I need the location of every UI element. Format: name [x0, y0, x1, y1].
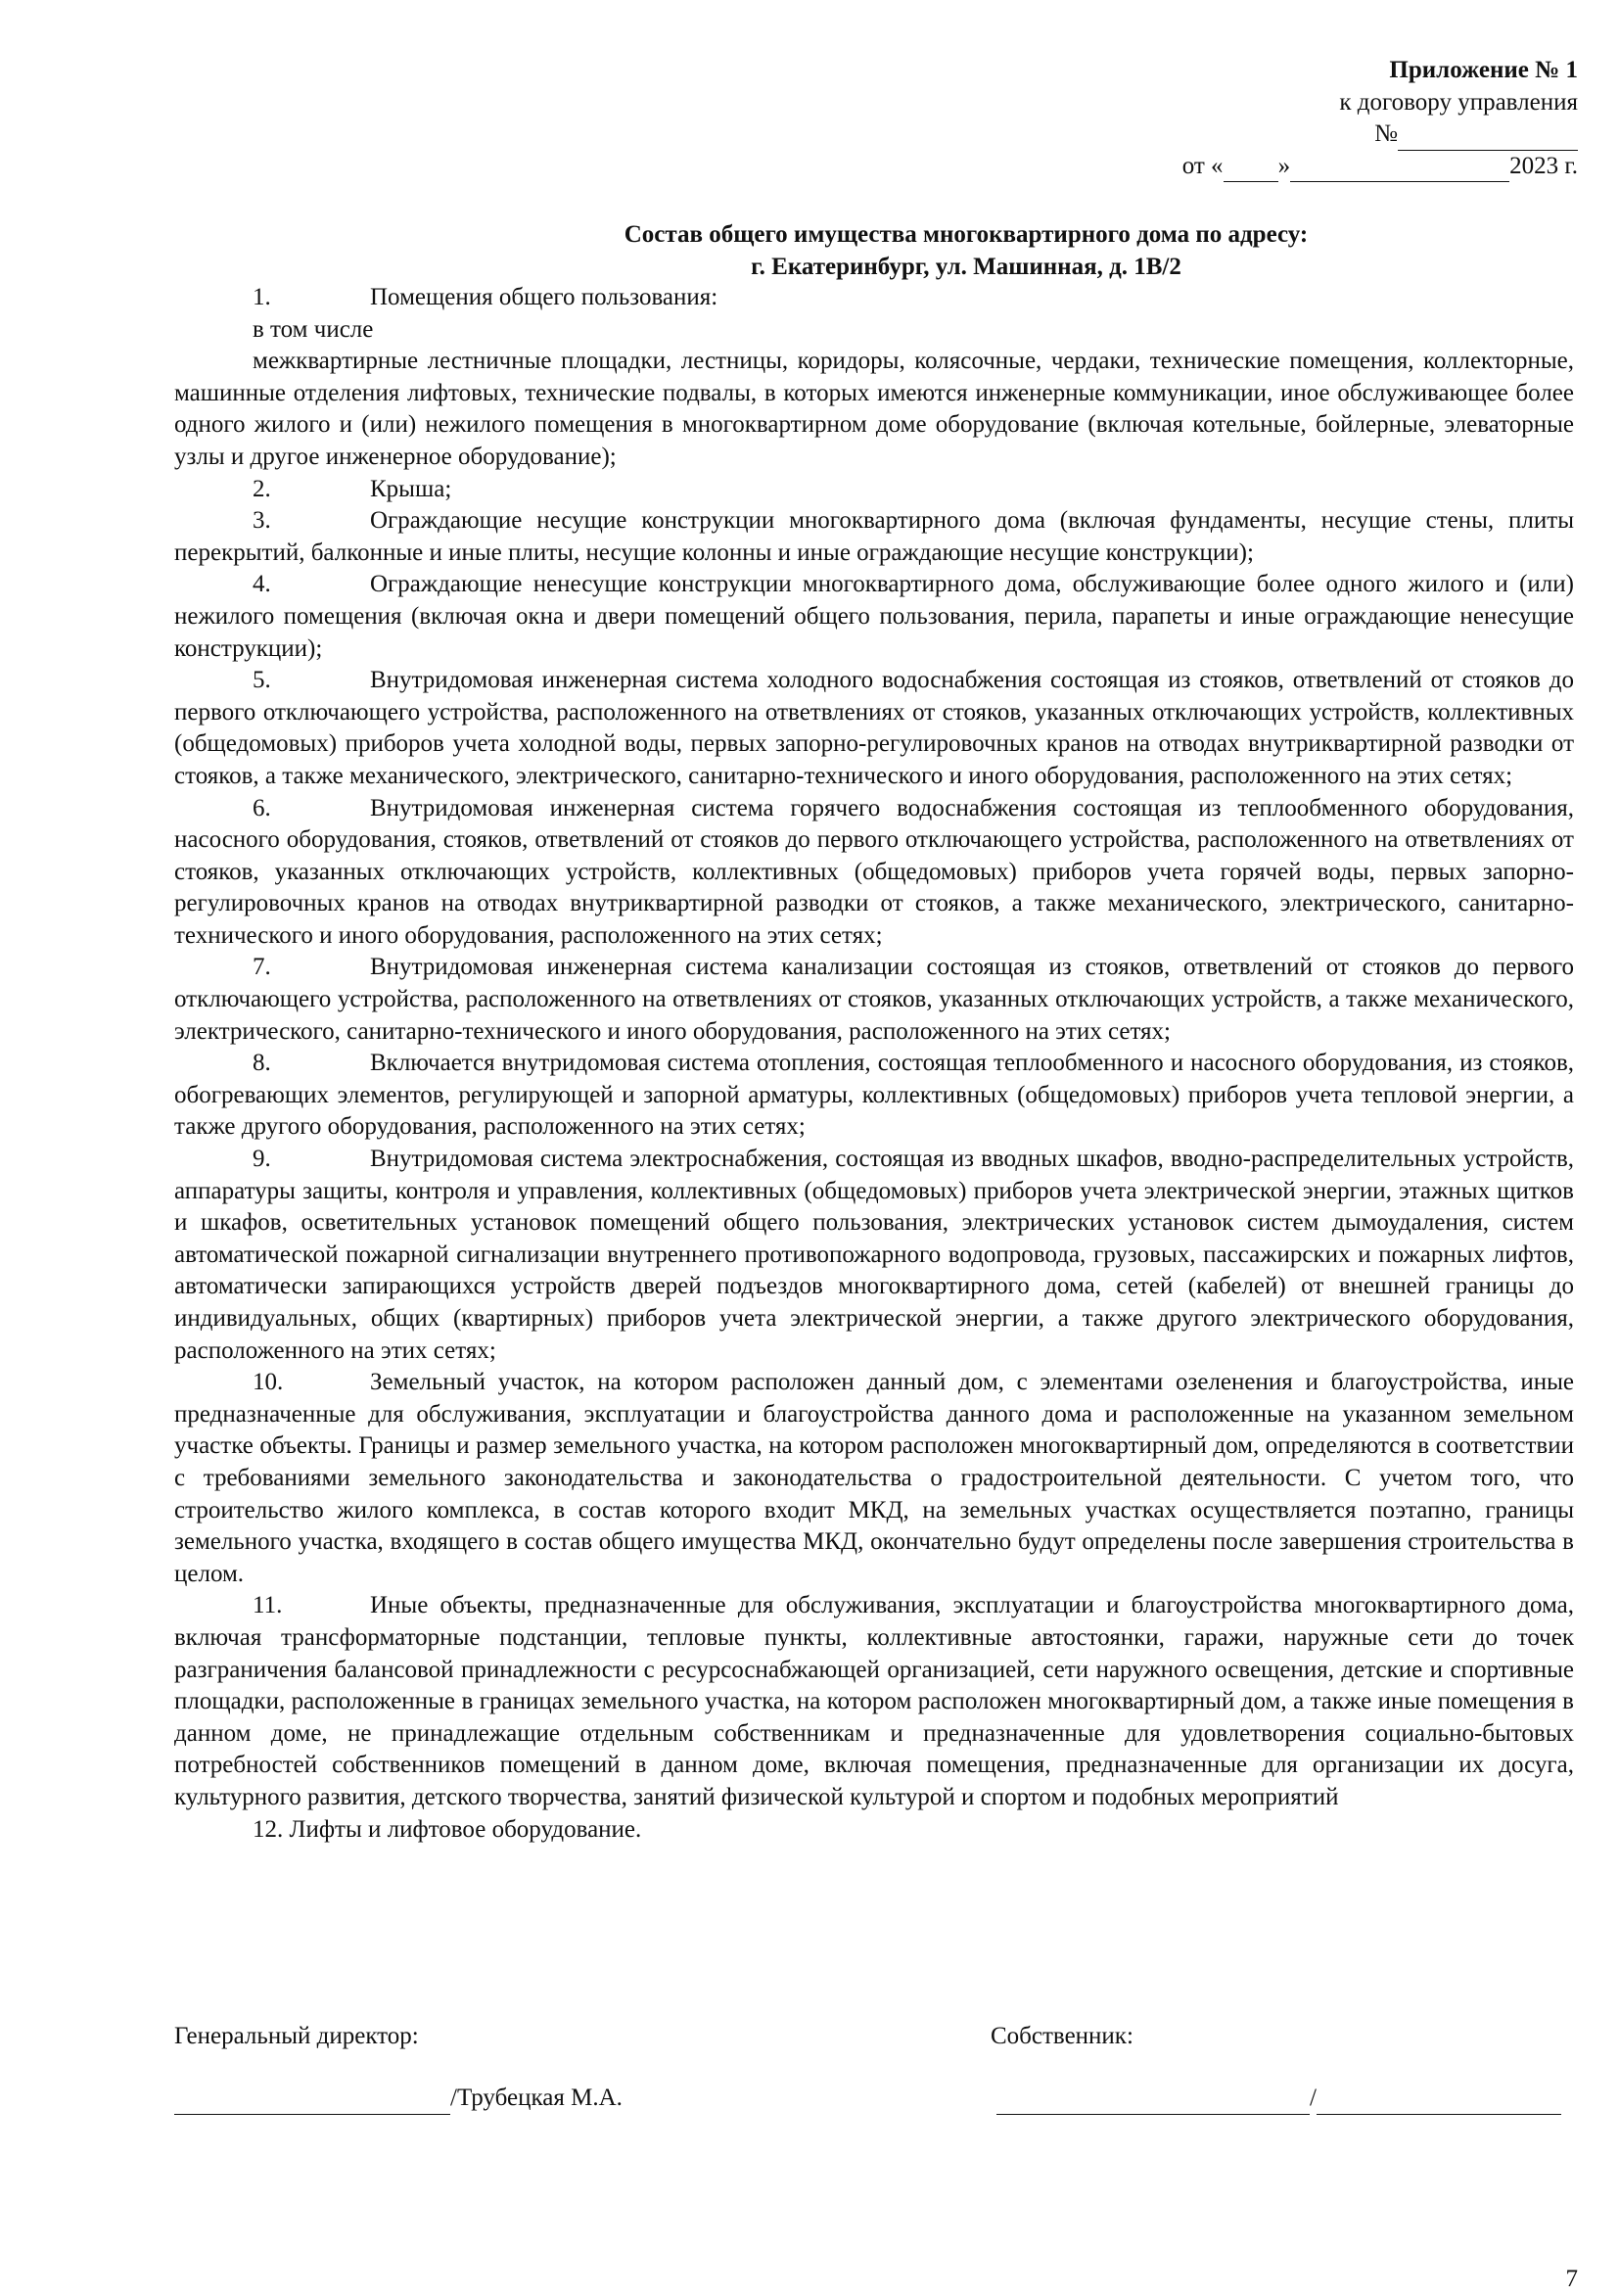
item-text: Внутридомовая инженерная система горячего водоснабжения состоящая из теплообменного оборудования, насосного оборудования, стояков, ответвлений от стояков до первого отключающего устройства, расположенного на ответвлениях от стояков, указанных отключающих устройств, коллективных (общедомовых) приборов учета горячей воды, первых запорно-регулировочных кранов на отводах внутриквартирной разводки от стояков, а также механического, электрического, санитарно-технического и иного оборудования, расположенного на этих сетях; [174, 794, 1574, 949]
document-title [0, 219, 1619, 283]
title-line-2: г. Екатеринбург, ул. Машинная, д. 1В/2 [751, 253, 1181, 280]
item-number: 6. [253, 794, 271, 821]
item-text: Крыша; [370, 475, 452, 502]
list-item [174, 665, 1574, 792]
item-text: Внутридомовая система электроснабжения, состоящая из вводных шкафов, вводно-распределительных устройств, аппаратуры защиты, контроля и управления, коллективных (общедомовых) приборов учета электрической энергии, этажных щитков и шкафов, осветительных установок помещений общего пользования, электрических установок систем дымоудаления, систем автоматической пожарной сигнализации внутреннего противопожарного водопровода, грузовых, пассажирских и пожарных лифтов, автоматически запирающихся устройств дверей подъездов многоквартирного дома, сетей (кабелей) от внешней границы до индивидуальных, общих (квартирных) приборов учета электрической энергии, а также другого электрического оборудования, расположенного на этих сетях; [174, 1146, 1574, 1364]
item-text: в том числе [253, 315, 374, 343]
item-number: 11. [253, 1592, 283, 1619]
contract-number-line: № [991, 118, 1578, 151]
item-text: Помещения общего пользования: [370, 284, 718, 310]
page-number: 7 [1565, 2266, 1578, 2292]
contract-date-line: от « » 2023 г. [991, 151, 1578, 183]
list-item [174, 505, 1574, 569]
item-text: межквартирные лестничные площадки, лестницы, коридоры, колясочные, чердаки, технические помещения, коллекторные, машинные отделения лифтовых, технические подвалы, в которых имеются инженерные коммуникации, иное обслуживающее более одного жилого и (или) нежилого помещения в многоквартирном доме оборудование (включая котельные, бойлерные, элеваторные узлы и другое инженерное оборудование); [174, 348, 1574, 470]
appendix-header [991, 55, 1578, 182]
item-number: 5. [253, 667, 271, 694]
list-item [174, 1814, 1574, 1847]
item-number: 2. [253, 475, 271, 502]
director-signature-line [174, 2083, 623, 2115]
item-number: 7. [253, 954, 271, 981]
title-line-1: Состав общего имущества многоквартирного дома по адресу: [624, 221, 1309, 248]
item-text: Внутридомовая инженерная система холодного водоснабжения состоящая из стояков, ответвлений от стояков до первого отключающего устройства, расположенного на ответвлениях от стояков, указанных отключающих устройств, коллективных (общедомовых) приборов учета холодной воды, первых запорно-регулировочных кранов на отводах внутриквартирной разводки от стояков, а также механического, электрического, санитарно-технического и иного оборудования, расположенного на этих сетях; [174, 667, 1574, 789]
item-number: 1. [253, 284, 271, 310]
list-item [174, 282, 1574, 314]
item-number: 8. [253, 1050, 271, 1077]
list-item [174, 569, 1574, 665]
director-label: Генеральный директор: [174, 2023, 419, 2049]
item-number: 10. [253, 1369, 284, 1396]
item-text: Земельный участок, на котором расположен данный дом, с элементами озеленения и благоустройства, иные предназначенные для обслуживания, эксплуатации и благоустройства данного дома и расположенные на указанном земельном участке объекты. Границы и размер земельного участка, на котором расположен многоквартирный дом, определяются в соответствии с требованиями земельного законодательства и законодательства о градостроительной деятельности. С учетом того, что строительство жилого комплекса, в состав которого входит МКД, на земельных участках осуществляется поэтапно, границы земельного участка, входящего в состав общего имущества МКД, окончательно будут определены после завершения строительства в целом. [174, 1369, 1574, 1587]
list-item [174, 1590, 1574, 1813]
item-text: Ограждающие несущие конструкции многоквартирного дома (включая фундаменты, несущие стены, плиты перекрытий, балконные и иные плиты, несущие колонны и иные ограждающие несущие конструкции); [174, 507, 1574, 566]
item-number: 4. [253, 571, 271, 598]
item-text: 12. Лифты и лифтовое оборудование. [253, 1815, 642, 1843]
item-number: 3. [253, 507, 271, 535]
property-list [174, 282, 1574, 1846]
list-item [174, 1144, 1574, 1367]
item-number: 9. [253, 1146, 271, 1173]
list-item [174, 1367, 1574, 1590]
item-text: Внутридомовая инженерная система канализации состоящая из стояков, ответвлений от стояков до первого отключающего устройства, расположенного на ответвлениях от стояков, указанных отключающих устройств, а также механического, электрического, санитарно-технического и иного оборудования, расположенного на этих сетях; [174, 954, 1574, 1045]
list-item [174, 314, 1574, 347]
item-text: Включается внутридомовая система отопления, состоящая теплообменного и насосного оборудования, из стояков, обогревающих элементов, регулирующей и запорной арматуры, коллективных (общедомовых) приборов учета тепловой энергии, а также другого оборудования, расположенного на этих сетях; [174, 1050, 1574, 1141]
owner-separator: / [1310, 2085, 1317, 2111]
list-item [174, 346, 1574, 473]
item-text: Ограждающие ненесущие конструкции многоквартирного дома, обслуживающие более одного жилого и (или) нежилого помещения (включая окна и двери помещений общего пользования, перила, парапеты и иные ограждающие ненесущие конструкции); [174, 571, 1574, 662]
owner-signature-line [996, 2083, 1561, 2115]
item-text: Иные объекты, предназначенные для обслуживания, эксплуатации и благоустройства многоквартирного дома, включая трансформаторные подстанции, тепловые пункты, коллективные автостоянки, гаражи, наружные сети до точек разграничения балансовой принадлежности с ресурсоснабжающей организацией, сети наружного освещения, детские и спортивные площадки, расположенные в границах земельного участка, на котором расположен многоквартирный дом, а также иные помещения в данном доме, не принадлежащие отдельным собственникам и предназначенные для удовлетворения социально-бытовых потребностей собственников помещений в данном доме, включая помещения, предназначенные для организации их досуга, культурного развития, детского творчества, занятий физической культурой и спортом и подобных мероприятий [174, 1592, 1574, 1810]
appendix-title: Приложение № 1 [1389, 57, 1578, 83]
owner-label: Собственник: [991, 2023, 1133, 2049]
list-item [174, 952, 1574, 1048]
list-item [174, 474, 1574, 506]
contract-reference: к договору управления [1339, 88, 1578, 116]
director-name: /Трубецкая М.А. [450, 2085, 623, 2111]
list-item [174, 1048, 1574, 1144]
list-item [174, 793, 1574, 953]
